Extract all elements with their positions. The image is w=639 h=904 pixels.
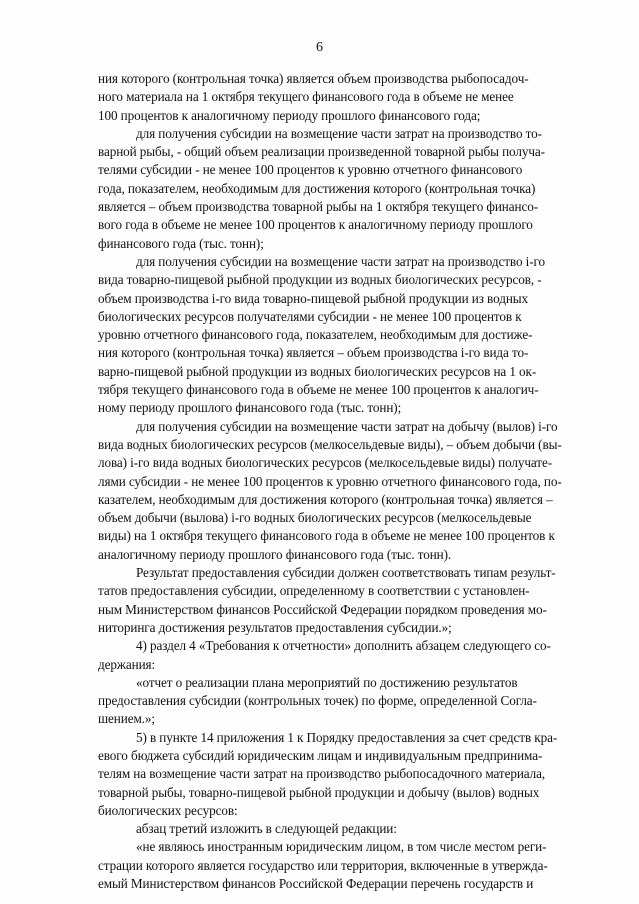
text-line: лова) i-го вида водных биологических ресурсов (мелкосельдевые виды) получате-: [98, 455, 553, 471]
text-line: товарной рыбы, товарно-пищевой рыбной продукции и добычу (вылов) водных: [98, 784, 540, 800]
text-line: ния которого (контрольная точка) является объем производства рыбопосадоч-: [98, 71, 529, 86]
text-line: ному периоду прошлого финансового года (тыс. тонн);: [98, 400, 402, 416]
text-line: вида товарно-пищевой рыбной продукции из водных биологических ресурсов, -: [98, 272, 542, 288]
text-line: для получения субсидии на возмещение части затрат на производство i-го: [136, 253, 545, 269]
text-line: для получения субсидии на возмещение части затрат на производство то-: [136, 125, 542, 141]
text-line: для получения субсидии на возмещение части затрат на добычу (вылов) i-го: [136, 418, 558, 434]
text-line: ного материала на 1 октября текущего финансового года в объеме не менее: [98, 89, 514, 105]
text-line: татов предоставления субсидии, определенному в соответствии с установлен-: [98, 583, 530, 599]
text-line: 5) в пункте 14 приложения 1 к Порядку предоставления за счет средств кра-: [136, 729, 558, 745]
text-line: года, показателем, необходимым для достижения которого (контрольная точка): [98, 180, 536, 196]
text-line: евого бюджета субсидий юридическим лицам и индивидуальным предпринима-: [98, 747, 543, 763]
text-line: держания:: [98, 656, 156, 672]
text-line: казателем, необходимым для достижения которого (контрольная точка) является –: [98, 491, 553, 507]
text-line: уровню отчетного финансового года, показателем, необходимым для достиже-: [98, 327, 533, 343]
text-line: шением.»;: [98, 711, 155, 727]
text-line: Результат предоставления субсидии должен соответствовать типам результ-: [136, 565, 556, 581]
document-body: [98, 70, 618, 893]
text-line: объем добычи (вылова) i-го водных биологических ресурсов (мелкосельдевые: [98, 510, 532, 526]
text-line: 4) раздел 4 «Требования к отчетности» дополнить абзацем следующего со-: [136, 638, 551, 654]
text-line: предоставления субсидии (контрольных точек) по форме, определенной Согла-: [98, 693, 537, 709]
text-line: «не являюсь иностранным юридическим лицом, в том числе местом реги-: [136, 839, 547, 855]
text-line: варно-пищевой рыбной продукции из водных биологических ресурсов на 1 ок-: [98, 363, 537, 379]
text-line: варной рыбы, - общий объем реализации произведенной товарной рыбы получа-: [98, 144, 545, 160]
text-line: виды) на 1 октября текущего финансового года в объеме не менее 100 процентов к: [98, 528, 555, 544]
text-line: страции которого является государство или территория, включенные в утвержда-: [98, 857, 548, 873]
text-line: вида водных биологических ресурсов (мелкосельдевые виды), – объем добычи (вы-: [98, 436, 562, 452]
text-line: лями субсидии - не менее 100 процентов к уровню отчетного финансового года, по-: [98, 473, 562, 489]
text-line: тября текущего финансового года в объеме не менее 100 процентов к аналогич-: [98, 382, 539, 398]
text-line: является – объем производства товарной рыбы на 1 октября текущего финансо-: [98, 199, 539, 215]
text-line: телями субсидии - не менее 100 процентов к уровню отчетного финансового: [98, 162, 523, 178]
text-line: ниторинга достижения результатов предоставления субсидии.»;: [98, 619, 452, 635]
text-line: ным Министерством финансов Российской Федерации порядком проведения мо-: [98, 601, 547, 617]
text-line: 100 процентов к аналогичному периоду прошлого финансового года;: [98, 107, 481, 123]
page-number: 6: [316, 40, 323, 55]
text-line: вого года в объеме не менее 100 процентов к аналогичному периоду прошлого: [98, 217, 533, 233]
text-line: «отчет о реализации плана мероприятий по достижению результатов: [136, 674, 518, 690]
text-line: биологических ресурсов:: [98, 802, 238, 818]
text-line: финансового года (тыс. тонн);: [98, 235, 264, 251]
text-line: объем производства i-го вида товарно-пищевой рыбной продукции из водных: [98, 290, 529, 306]
text-line: биологических ресурсов получателями субсидии - не менее 100 процентов к: [98, 308, 522, 324]
text-line: абзац третий изложить в следующей редакции:: [136, 821, 397, 837]
text-line: аналогичному периоду прошлого финансового года (тыс. тонн).: [98, 546, 452, 562]
text-line: ния которого (контрольная точка) является – объем производства i-го вида то-: [98, 345, 529, 361]
text-line: емый Министерством финансов Российской Федерации перечень государств и: [98, 876, 534, 892]
text-line: телям на возмещение части затрат на производство рыбопосадочного материала,: [98, 766, 546, 782]
